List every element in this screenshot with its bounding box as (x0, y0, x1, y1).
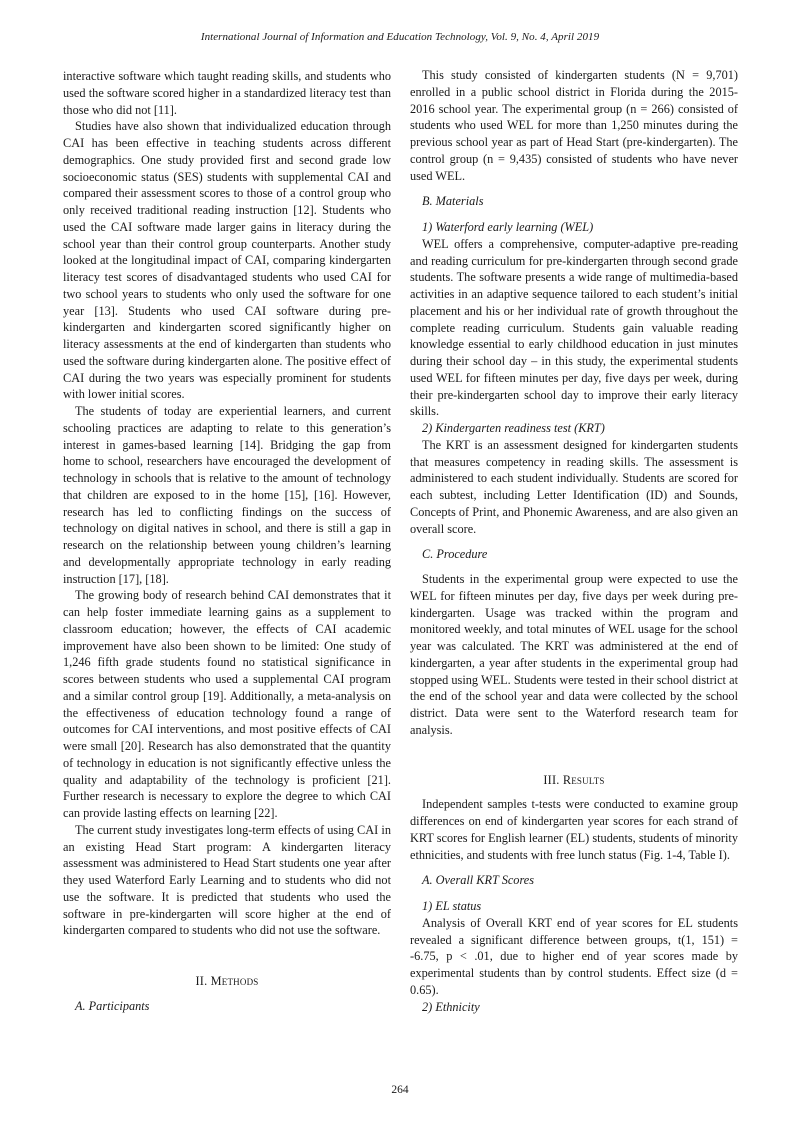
subsubsection-heading-wel: 1) Waterford early learning (WEL) (422, 220, 594, 234)
paragraph: Analysis of Overall KRT end of year scores for EL students revealed a significant difference between groups, t(1, 151) = -6.75, p < .01, due to higher end of year scores made by experimental students than by control students. Effect size (d = 0.65). (410, 915, 738, 997)
section-heading-methods: II. Methods (195, 974, 259, 988)
paragraph: Studies have also shown that individualized education through CAI has been effective in teaching students across different demographics. One study provided first and second grade low socioeconomic status (SES) students with supplemental CAI and compared their assessment scores to those of a control group who only received traditional reading instruction [12]. Students who used the CAI software made larger gains in literacy during the school year than their control group counterparts. Another study looked at the longitudinal impact of CAI, comparing kindergarten literacy test scores of disadvantaged students who used CAI for two school years to students who only used the software for one year [13]. Students who used CAI software during pre-kindergarten and kindergarten scored significantly higher on literacy assessments at the end of kindergarten than students who used the software during kindergarten alone. The positive effect of CAI during the two years was especially prominent for students with lower initial scores. (63, 119, 391, 402)
paragraph: The growing body of research behind CAI demonstrates that it can help foster immediate learning gains as a supplement to classroom education; however, the effects of CAI academic improvement have also been shown to be limited: One study of 1,246 fifth grade students found no statistical significance in scores between students who used a supplemental CAI program and a similar control group [19]. Additionally, a meta-analysis on the effectiveness of education technology found a range of outcomes for CAI interventions, and most positive effects of CAI were small [20]. Research has also demonstrated that the quantity of technology in education is not significantly effective unless the quality and adaptability of the technology is proficient [21]. Further research is necessary to explore the degree to which CAI can provide lasting effects on learning [22]. (63, 588, 391, 820)
right-column (410, 67, 738, 1015)
page-number: 264 (391, 1084, 409, 1096)
subsection-heading-materials: B. Materials (422, 194, 484, 209)
subsection-heading-participants: A. Participants (75, 998, 150, 1013)
section-heading-results: III. Results (543, 772, 605, 787)
paragraph: The students of today are experiential learners, and current schooling practices are adapting to relate to this generation’s interest in games-based learning [14]. Bridging the gap from home to school, researchers have encouraged the development of technology in schools that is relative to the amount of technology that children are exposed to in the home [15], [16]. However, research has led to conflicting findings on the success of technology on digital natives in school, and there is still a gap in research on the relationship between young children’s learning and developmentally appropriate technology in early reading instruction [17], [18]. (63, 404, 391, 586)
subsection-heading-overall-krt: A. Overall KRT Scores (422, 873, 535, 888)
paragraph: This study consisted of kindergarten students (N = 9,701) enrolled in a public school district in Florida during the 2015-2016 school year. The experimental group (n = 266) consisted of students who used WEL for more than 1,250 minutes during the previous school year as part of Head Start (pre-kindergarten). The control group (n = 9,435) consisted of students who have never used WEL. (410, 68, 738, 183)
subsubsection-heading-ethnicity: 2) Ethnicity (422, 999, 480, 1014)
subsection-heading-procedure: C. Procedure (422, 547, 488, 562)
paragraph: The current study investigates long-term effects of using CAI in an existing Head Start program: A kindergarten literacy assessment was administered to Head Start students one year after they used Waterford Early Learning and to students who did not use the software. It is predicted that students who used the software in pre-kindergarten will score higher at the end of kindergarten compared to students who did not use the software. (63, 822, 391, 938)
paragraph: Independent samples t-tests were conducted to examine group differences on end of kindergarten year scores for each strand of KRT scores for English learner (EL) students, students of minority ethnicities, and students with free lunch status (Fig. 1-4, Table I). (410, 797, 738, 862)
paragraph: Students in the experimental group were expected to use the WEL for fifteen minutes per day, five days per week during pre-kindergarten. Usage was tracked within the program and monitored weekly, and total minutes of WEL usage for the school year was calculated. The KRT was administered at the end of kindergarten, a year after students in the experimental group had stopped using WEL. Students were tested in their school district at the end of the school year and data were collected by the school district. Data were sent to the Waterford research team for analysis. (410, 572, 738, 737)
paragraph: The KRT is an assessment designed for kindergarten students that measures competency in reading skills. The assessment is administered to each student individually. Students are scored for each subtest, including Letter Identification (ID) and Sounds, Concepts of Print, and Phonemic Awareness, and are also given an overall score. (410, 437, 738, 536)
paragraph: WEL offers a comprehensive, computer-adaptive pre-reading and reading curriculum for pre-kindergarten through second grade students. The software presents a wide range of multimedia-based activities in an adaptive sequence tailored to each student’s initial placement and his or her individual rate of growth throughout the complete reading curriculum. Students gain valuable reading knowledge essential to early childhood education in just minutes during their school day – in this study, the experimental students used WEL for fifteen minutes per day, five days per week, during their pre-kindergarten school day to improve their early literacy skills. (410, 236, 738, 419)
left-column (63, 68, 391, 1015)
paragraph: interactive software which taught reading skills, and students who used the software scored higher in a standardized literacy test than those who did not [11]. (63, 69, 391, 117)
subsubsection-heading-el-status: 1) EL status (422, 899, 482, 913)
running-header: International Journal of Information and Education Technology, Vol. 9, No. 4, April 2019 (200, 31, 600, 43)
subsubsection-heading-krt: 2) Kindergarten readiness test (KRT) (422, 421, 605, 435)
